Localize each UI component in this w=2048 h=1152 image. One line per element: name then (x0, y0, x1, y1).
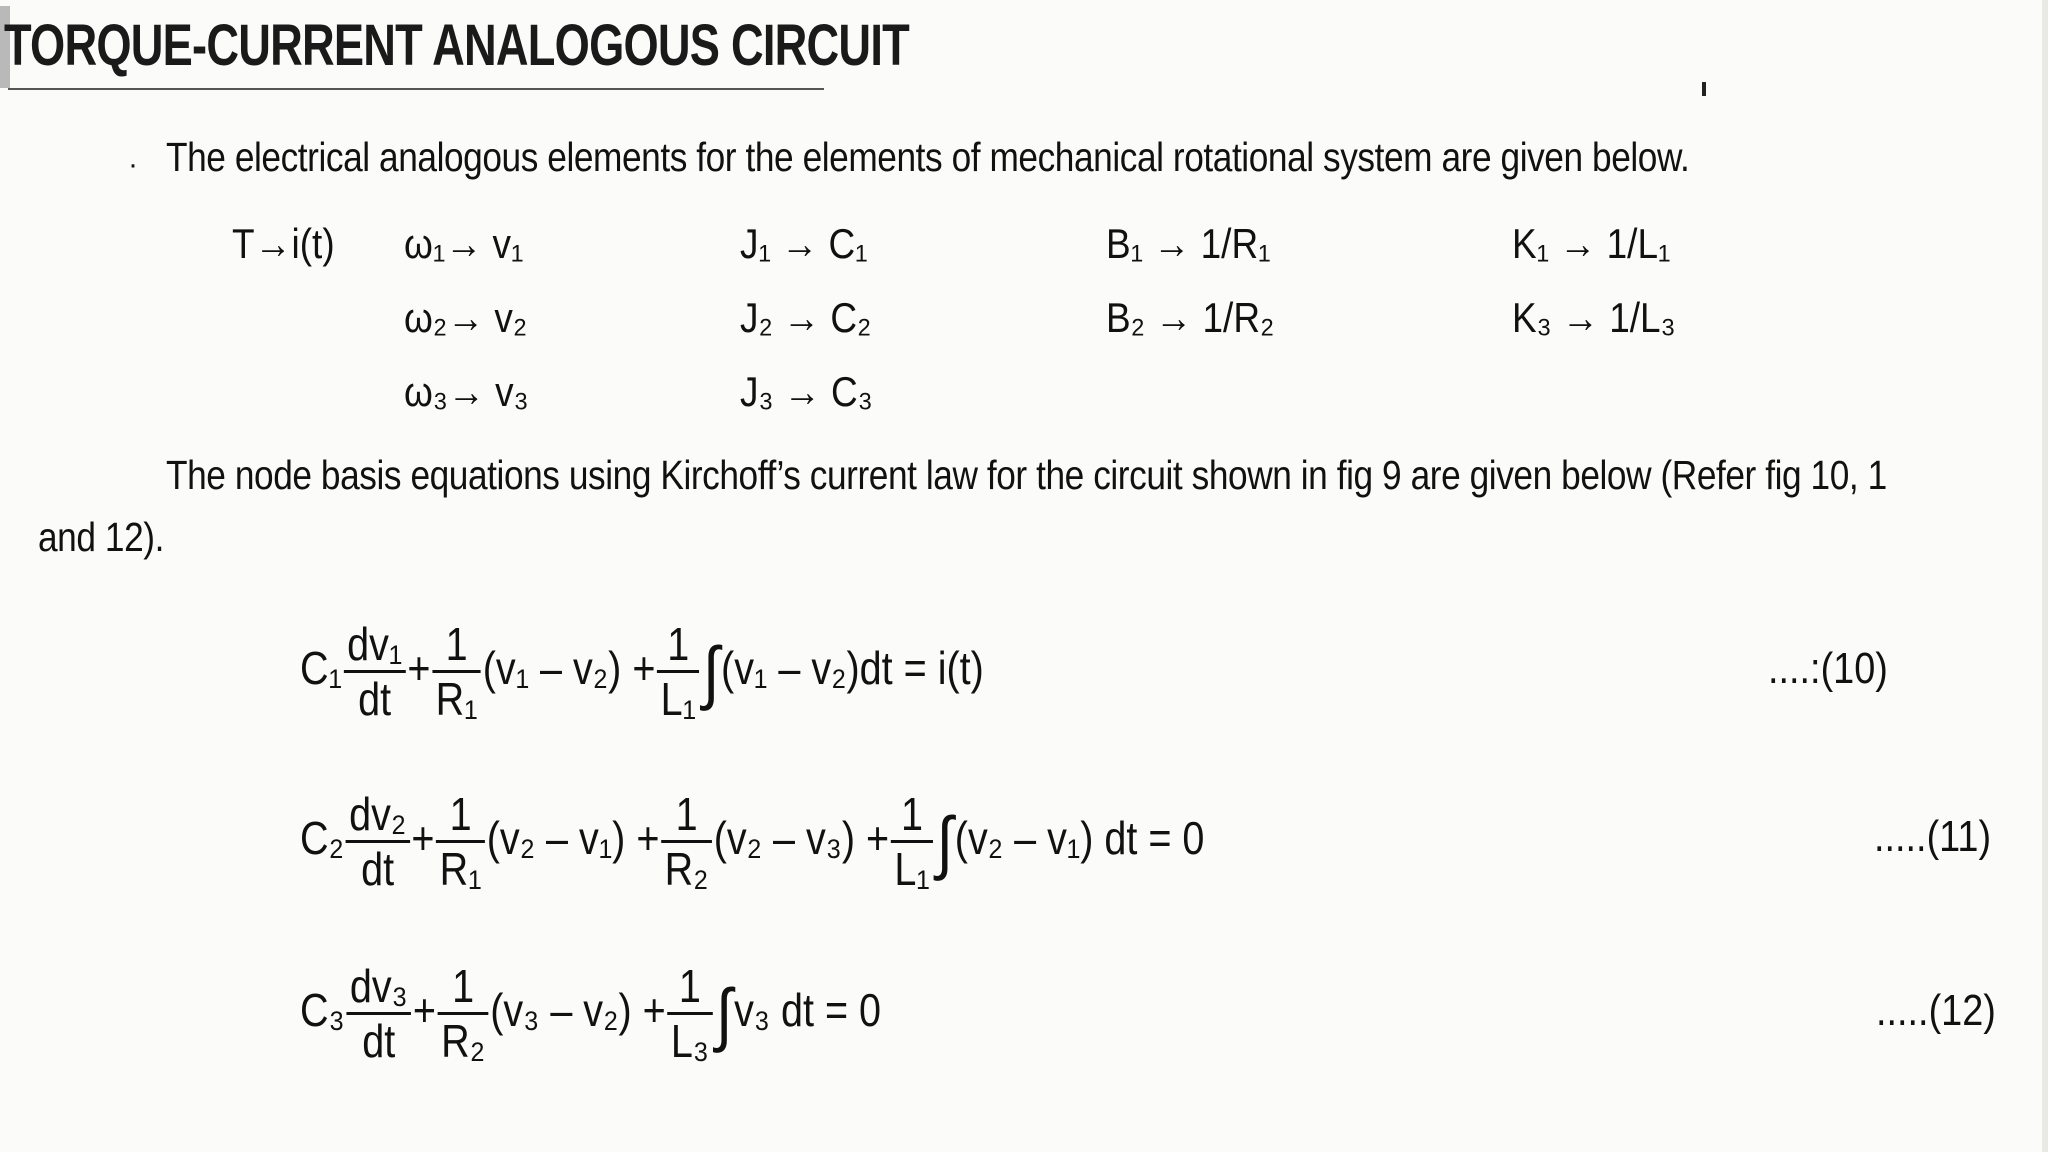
eq10-inductor-term: (v₁ – v₂)dt = i(t) (721, 641, 984, 694)
eq11-resistor1-frac (436, 790, 485, 894)
eq10-derivative (344, 620, 406, 724)
eq11-derivative-den: dt (361, 843, 395, 896)
eq12-derivative (346, 962, 411, 1066)
eq12-inductor-frac (667, 962, 712, 1066)
eq11-resistor2-den: R₂ (664, 843, 709, 896)
eq12-derivative-num: dv₃ (346, 962, 411, 1015)
mapping-torque: T→i(t) (232, 220, 335, 267)
node-paragraph-line2: and 12). (38, 514, 164, 560)
eq10-inductor-frac (657, 620, 699, 724)
eq10-inductor-num: 1 (657, 620, 699, 673)
eq10-inductor-den: L₁ (660, 673, 696, 726)
eq11-resistor2-term: (v₂ – v₃) + (713, 811, 890, 864)
eq10-derivative-num: dv₁ (344, 620, 406, 673)
eq12-capacitor: C₃ (300, 983, 345, 1036)
eq12-plus: + (412, 983, 437, 1036)
eq11-inductor-term: (v₂ – v₁) dt = 0 (954, 811, 1205, 864)
eq12-inductor-num: 1 (667, 962, 712, 1015)
mapping-j2: J₂ → C₂ (740, 294, 872, 341)
eq11-derivative-num: dv₂ (346, 790, 410, 843)
mapping-k1: K₁ → 1/L₁ (1512, 220, 1671, 267)
eq12-inductor-den: L₃ (670, 1015, 709, 1068)
eq11-derivative (346, 790, 410, 894)
eq11-capacitor: C₂ (300, 811, 344, 864)
node-paragraph-line1: The node basis equations using Kirchoff’s current law for the circuit shown in fig 9 are given below (Refer fig 10, 1 (166, 452, 1887, 498)
equation-11 (300, 790, 1204, 894)
mapping-k3: K₃ → 1/L₃ (1512, 294, 1676, 341)
eq12-resistor-num: 1 (438, 962, 489, 1015)
eq10-integral-sign: ∫ (702, 632, 720, 711)
eq10-resistor-term: (v₁ – v₂) + (482, 641, 656, 694)
eq12-integral-sign: ∫ (715, 974, 733, 1053)
eq11-integral-sign: ∫ (936, 802, 954, 881)
bullet-dot: · (128, 148, 138, 181)
eq12-resistor-frac (438, 962, 489, 1066)
eq10-resistor-frac (432, 620, 481, 724)
eq10-derivative-den: dt (358, 673, 392, 726)
page-title: TORQUE-CURRENT ANALOGOUS CIRCUIT (4, 13, 909, 78)
eq11-resistor1-den: R₁ (439, 843, 482, 896)
equation-number-10: ....:(10) (1768, 644, 1888, 693)
equation-number-12: .....(12) (1876, 986, 1996, 1035)
eq11-resistor1-term: (v₂ – v₁) + (486, 811, 660, 864)
intro-paragraph: The electrical analogous elements for the elements of mechanical rotational system are given below. (166, 134, 1690, 180)
mapping-j3: J₃ → C₃ (740, 368, 873, 415)
eq10-plus: + (407, 641, 431, 694)
eq11-inductor-frac (891, 790, 933, 894)
eq11-plus: + (411, 811, 435, 864)
eq10-resistor-num: 1 (432, 620, 481, 673)
page-edge (2042, 0, 2048, 1152)
eq11-resistor2-frac (661, 790, 712, 894)
mapping-omega2: ω₂→ v₂ (404, 294, 528, 341)
eq12-resistor-term: (v₃ – v₂) + (490, 983, 666, 1036)
eq11-inductor-num: 1 (891, 790, 933, 843)
title-bar (0, 6, 909, 92)
equation-10 (300, 620, 984, 724)
mapping-b2: B₂ → 1/R₂ (1106, 294, 1275, 341)
eq11-resistor2-num: 1 (661, 790, 712, 843)
equation-number-11: .....(11) (1874, 812, 1992, 861)
eq10-resistor-den: R₁ (435, 673, 478, 726)
eq12-derivative-den: dt (362, 1015, 396, 1068)
eq12-resistor-den: R₂ (441, 1015, 486, 1068)
eq11-resistor1-num: 1 (436, 790, 485, 843)
mapping-j1: J₁ → C₁ (740, 220, 868, 267)
title-underline (8, 88, 824, 90)
scan-mark (1702, 82, 1706, 96)
equation-12 (300, 962, 881, 1066)
mapping-omega3: ω₃→ v₃ (404, 368, 529, 415)
eq11-inductor-den: L₁ (894, 843, 930, 896)
eq10-capacitor: C₁ (300, 641, 342, 694)
mapping-omega1: ω₁→ v₁ (404, 220, 524, 267)
eq12-inductor-term: v₃ dt = 0 (734, 983, 882, 1036)
mapping-b1: B₁ → 1/R₁ (1106, 220, 1271, 267)
